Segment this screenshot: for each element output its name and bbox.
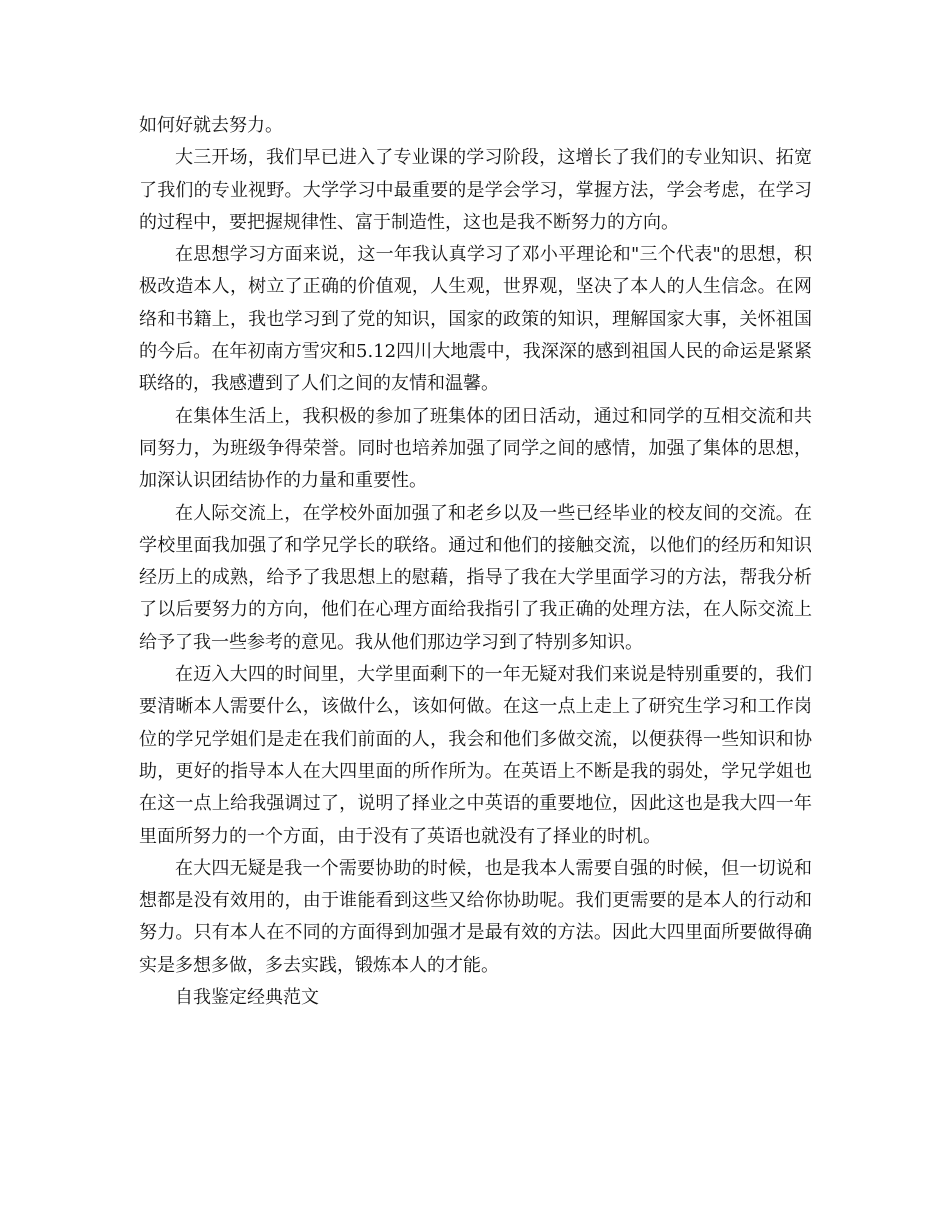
- paragraph-self-reliance: 在大四无疑是我一个需要协助的时候，也是我本人需要自强的时候，但一切说和想都是没有效用的，由于谁能看到这些又给你协助呢。我们更需要的是本人的行动和努力。只有本人在不同的方面得到加强才是最有效的方法。因此大四里面所要做得确实是多想多做，多去实践，锻炼本人的才能。: [139, 857, 812, 976]
- paragraph-junior-year: 大三开场，我们早已进入了专业课的学习阶段，这增长了我们的专业知识、拓宽了我们的专业视野。大学学习中最重要的是学会学习，掌握方法，学会考虑，在学习的过程中，要把握规律性、富于制造性，这也是我不断努力的方向。: [139, 147, 812, 233]
- section-heading: 自我鉴定经典范文: [175, 987, 319, 1009]
- paragraph-continuation: 如何好就去努力。: [139, 115, 283, 136]
- document-body: [139, 110, 812, 1014]
- paragraph-interpersonal: 在人际交流上，在学校外面加强了和老乡以及一些已经毕业的校友间的交流。在学校里面我加强了和学兄学长的联络。通过和他们的接触交流，以他们的经历和知识经历上的成熟，给予了我思想上的慰藉，指导了我在大学里面学习的方法，帮我分析了以后要努力的方向，他们在心理方面给我指引了我正确的处理方法，在人际交流上给予了我一些参考的意见。我从他们那边学习到了特别多知识。: [139, 502, 812, 653]
- paragraph-ideological-study: 在思想学习方面来说，这一年我认真学习了邓小平理论和"三个代表"的思想，积极改造本人，树立了正确的价值观，人生观，世界观，坚决了本人的人生信念。在网络和书籍上，我也学习到了党的知识，国家的政策的知识，理解国家大事，关怀祖国的今后。在年初南方雪灾和5.12四川大地震中，我深深的感到祖国人民的命运是紧紧联络的，我感遭到了人们之间的友情和温馨。: [139, 244, 812, 395]
- paragraph-senior-year: 在迈入大四的时间里，大学里面剩下的一年无疑对我们来说是特别重要的，我们要清晰本人需要什么，该做什么，该如何做。在这一点上走上了研究生学习和工作岗位的学兄学姐们是走在我们前面的人，我会和他们多做交流，以便获得一些知识和协助，更好的指导本人在大四里面的所作所为。在英语上不断是我的弱处，学兄学姐也在这一点上给我强调过了，说明了择业之中英语的重要地位，因此这也是我大四一年里面所努力的一个方面，由于没有了英语也就没有了择业的时机。: [139, 664, 812, 847]
- paragraph-collective-life: 在集体生活上，我积极的参加了班集体的团日活动，通过和同学的互相交流和共同努力，为班级争得荣誉。同时也培养加强了同学之间的感情，加强了集体的思想，加深认识团结协作的力量和重要性。: [139, 405, 812, 492]
